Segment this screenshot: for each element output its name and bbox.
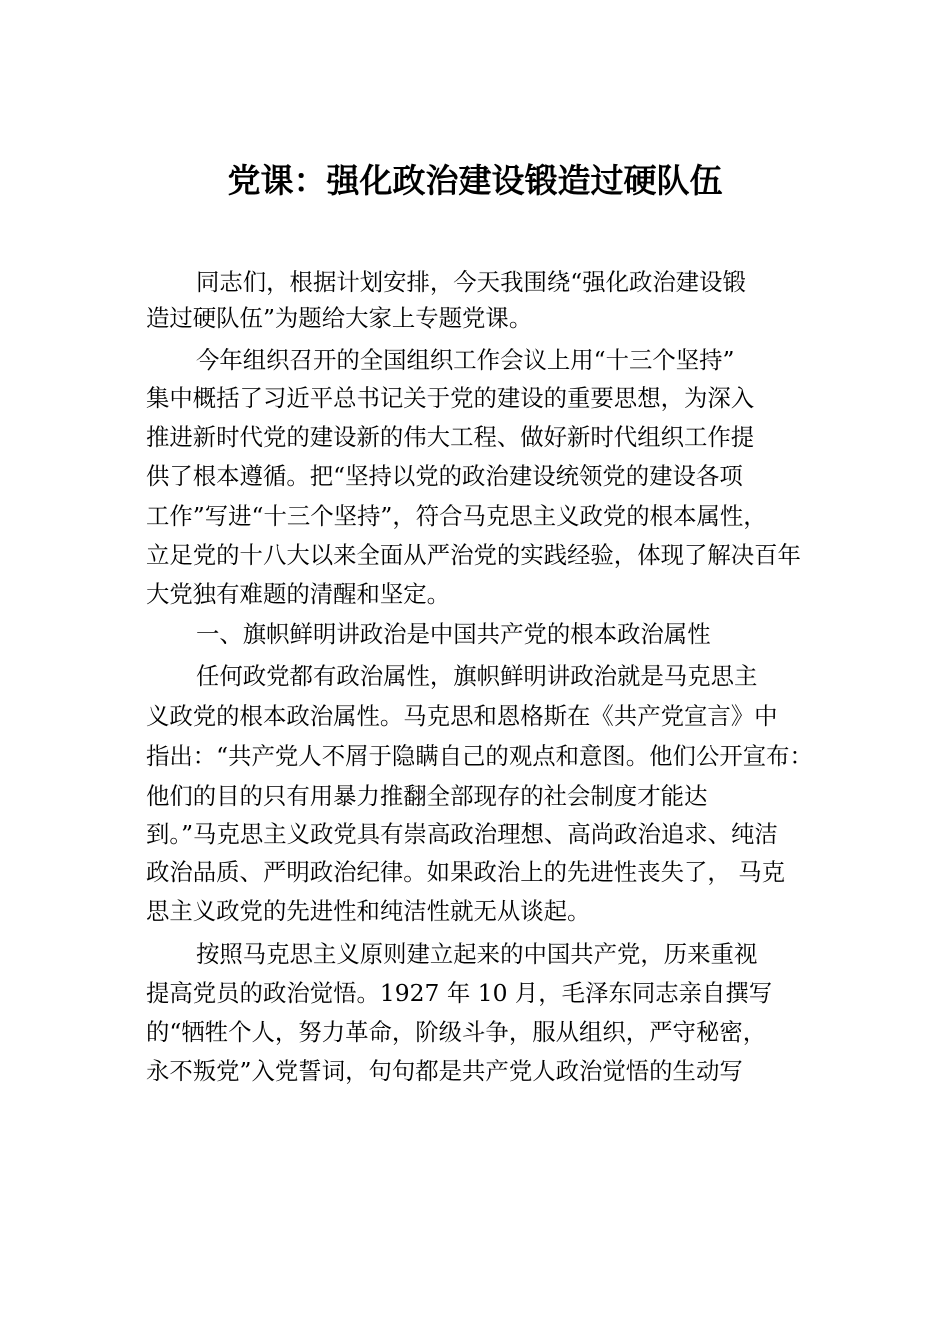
paragraph-line: 义政党的根本政治属性。马克思和恩格斯在《共产党宣言》中 [146,702,778,730]
paragraph-line: 指出：“共产党人不屑于隐瞒自己的观点和意图。他们公开宣布： [146,742,813,770]
paragraph-line: 政治品质、严明政治纪律。如果政治上的先进性丧失了， 马克 [146,858,785,886]
paragraph-line: 任何政党都有政治属性，旗帜鲜明讲政治就是马克思主 [196,662,758,690]
paragraph-line: 供了根本遵循。把“坚持以党的政治建设统领党的建设各项 [146,462,743,490]
paragraph-line: 到。”马克思主义政党具有崇高政治理想、高尚政治追求、纯洁 [146,820,778,848]
section-heading: 一、旗帜鲜明讲政治是中国共产党的根本政治属性 [196,620,711,648]
paragraph-line: 推进新时代党的建设新的伟大工程、做好新时代组织工作提 [146,423,755,451]
paragraph-line: 造过硬队伍”为题给大家上专题党课。 [146,304,533,332]
paragraph-line: 他们的目的只有用暴力推翻全部现存的社会制度才能达 [146,782,708,810]
paragraph-line: 思主义政党的先进性和纯洁性就无从谈起。 [146,897,591,925]
paragraph-line: 的“牺牲个人，努力革命，阶级斗争，服从组织，严守秘密， [146,1018,767,1046]
paragraph-line: 永不叛党”入党誓词，句句都是共产党人政治觉悟的生动写 [146,1057,743,1085]
paragraph-line: 大党独有难题的清醒和坚定。 [146,580,451,608]
paragraph-line: 集中概括了习近平总书记关于党的建设的重要思想，为深入 [146,384,755,412]
paragraph-line: 今年组织召开的全国组织工作会议上用“十三个坚持” [196,346,735,374]
paragraph-line: 提高党员的政治觉悟。1927 年 10 月，毛泽东同志亲自撰写 [146,979,773,1007]
paragraph-line: 工作”写进“十三个坚持”，符合马克思主义政党的根本属性， [146,502,767,530]
paragraph-line: 同志们，根据计划安排，今天我围绕“强化政治建设锻 [196,268,746,296]
paragraph-line: 立足党的十八大以来全面从严治党的实践经验，体现了解决百年 [146,541,801,569]
document-title: 党课：强化政治建设锻造过硬队伍 [227,161,723,200]
paragraph-line: 按照马克思主义原则建立起来的中国共产党，历来重视 [196,940,758,968]
